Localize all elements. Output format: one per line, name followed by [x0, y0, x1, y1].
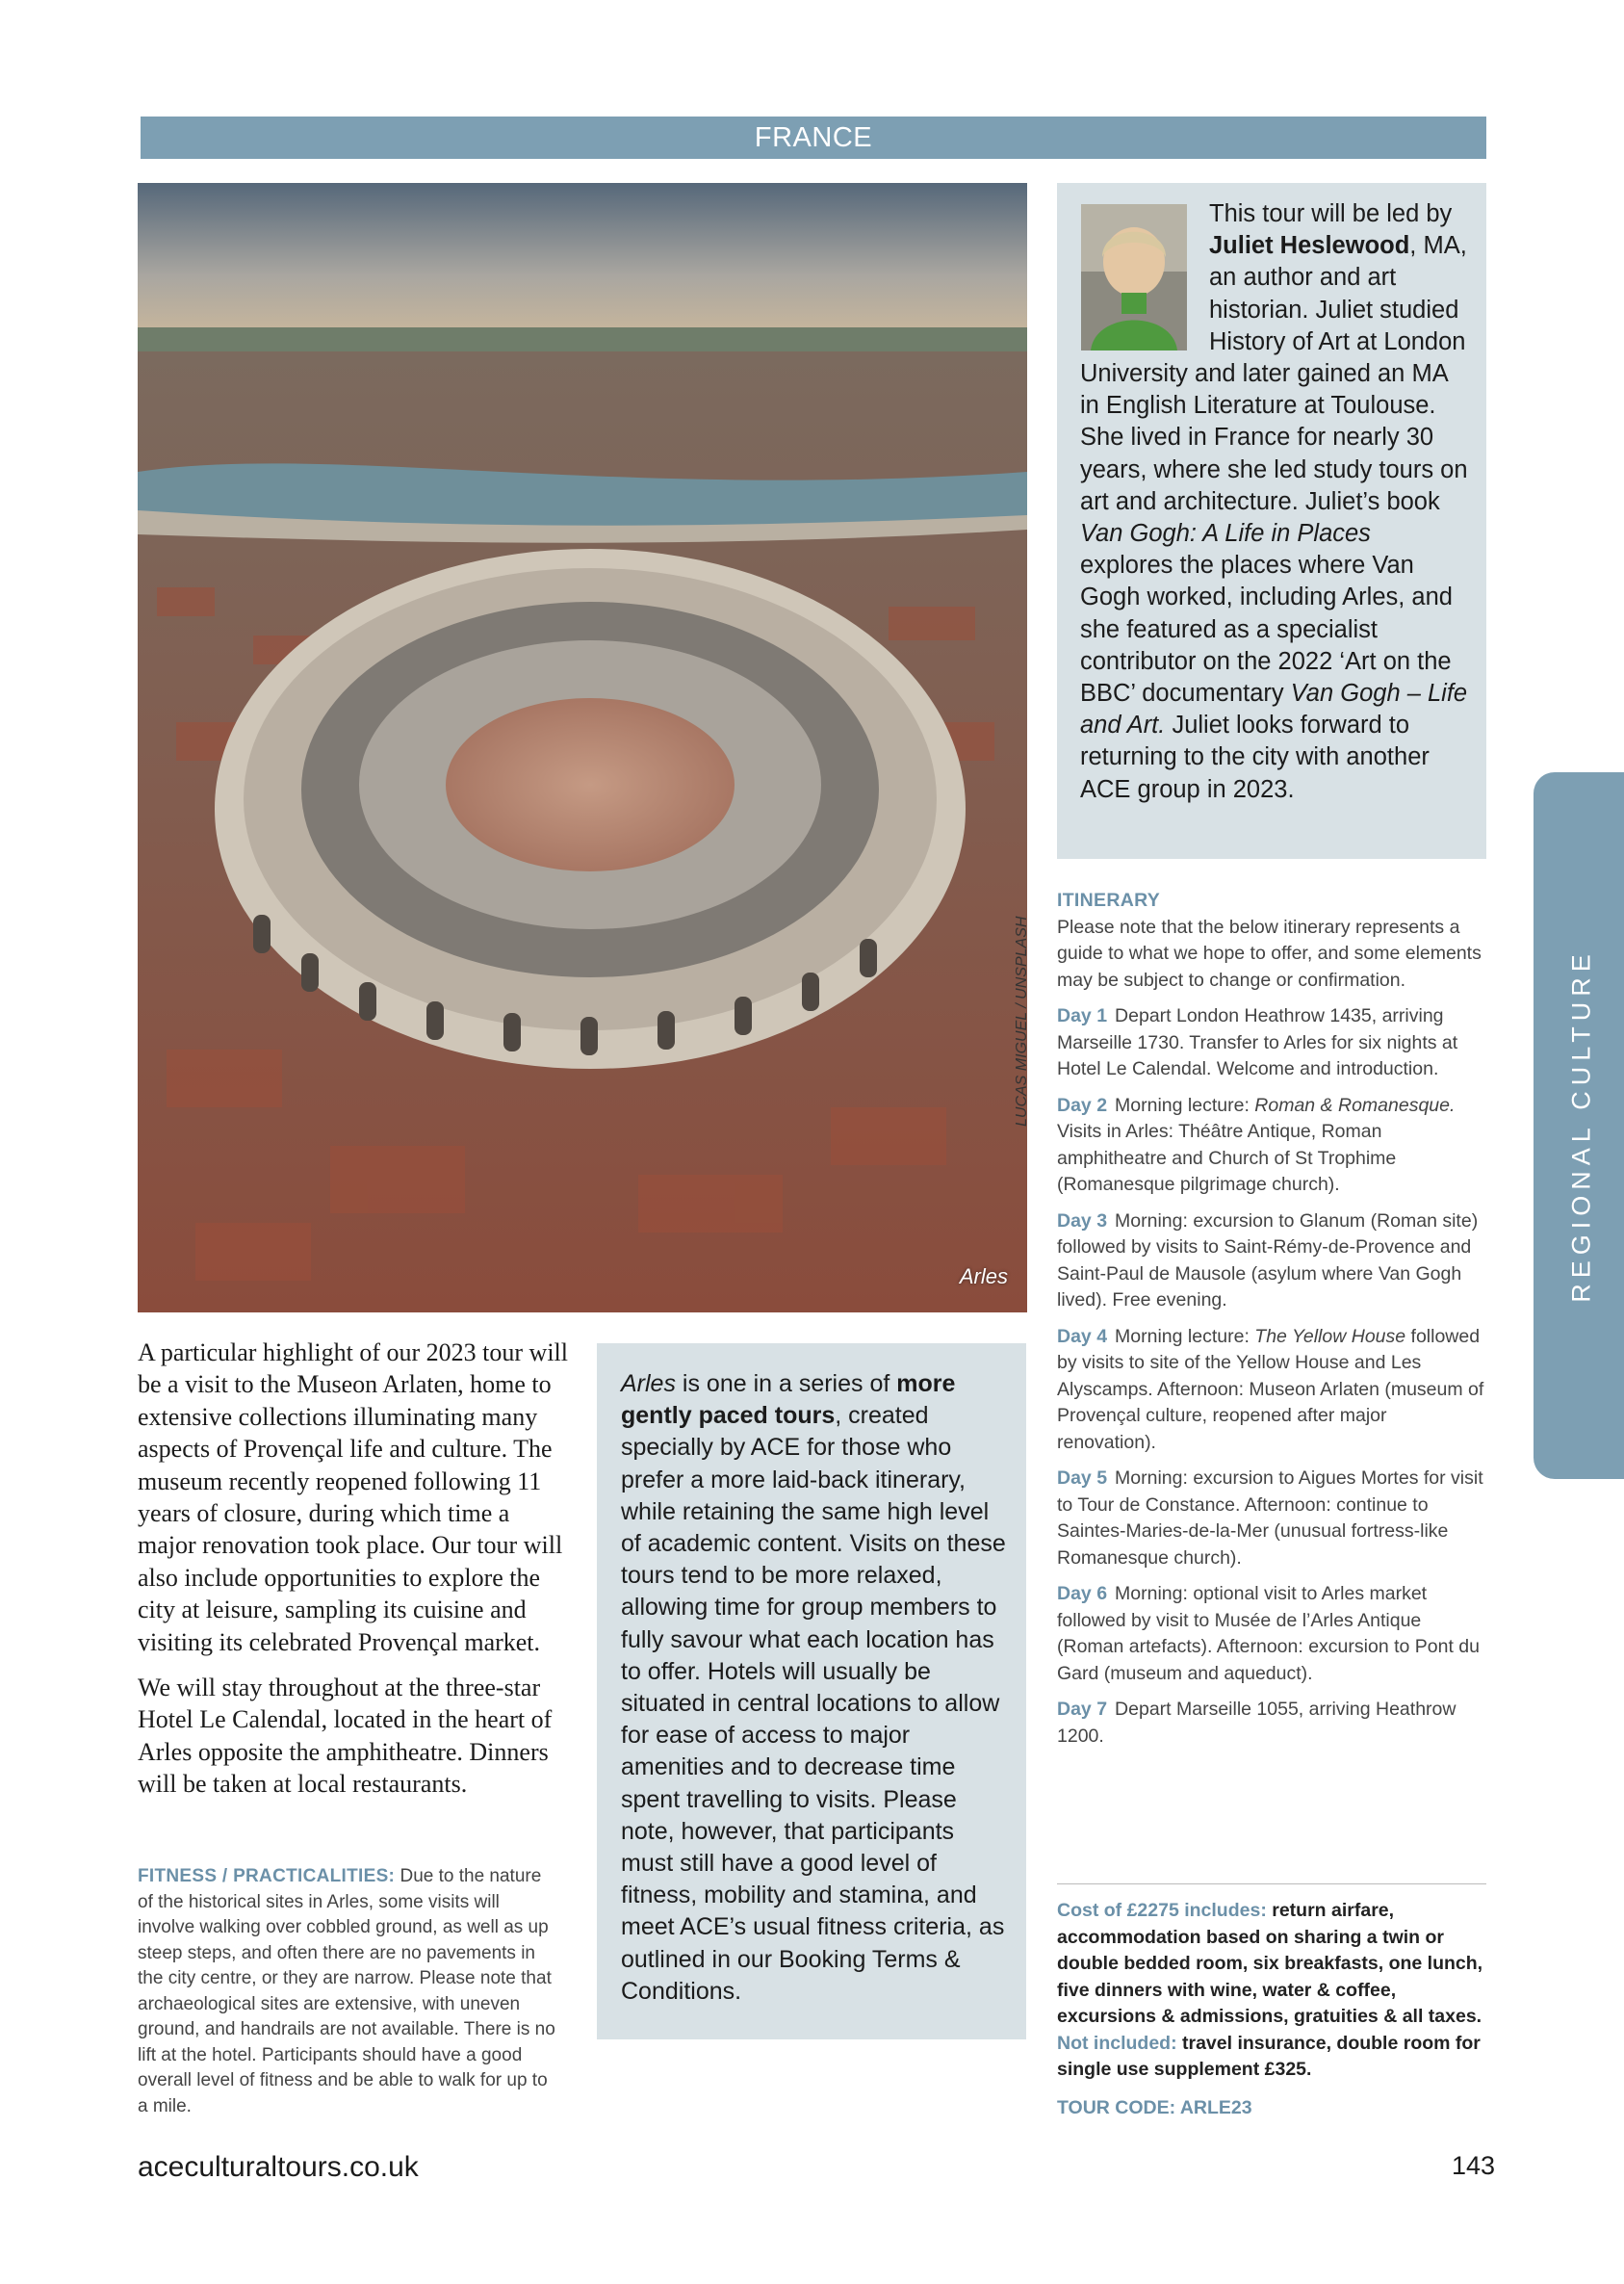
itinerary-day: Day 5 Morning: excursion to Aigues Mortes for visit to Tour de Constance. Afternoon: continue to Saintes-Maries-de-la-Mer (unusual fortress-like Romanesque church).	[1057, 1467, 1483, 1569]
arles-aerial-photo	[138, 183, 1027, 1312]
page-number: 143	[1452, 2151, 1496, 2180]
description-paragraph: A particular highlight of our 2023 tour will be a visit to the Museon Arlaten, home to extensive collections illuminating many aspects of Provençal life and culture. The museum recently reopened following 11 years of closure, during which time a major renovation took place. Our tour will also include opportunities to explore the city at leisure, sampling its cuisine and visiting its celebrated Provençal market.	[138, 1338, 568, 1656]
photo-credit: LUCAS MIGUEL / UNSPLASH	[1014, 916, 1030, 1127]
photo-caption: Arles	[959, 1264, 1008, 1288]
itinerary-day: Day 6 Morning: optional visit to Arles market followed by visit to Musée de l’Arles Antique (Roman artefacts). Afternoon: excursion to Pont du Gard (museum and aqueduct).	[1057, 1583, 1480, 1684]
itinerary-day: Day 3 Morning: excursion to Glanum (Roman site) followed by visits to Saint-Rémy-de-Provence and Saint-Paul de Mausole (asylum where Van Gogh lived). Free evening.	[1057, 1209, 1479, 1311]
itinerary-day-label: Day 7	[1057, 1699, 1108, 1720]
itinerary-day-label: Day 6	[1057, 1583, 1108, 1604]
cost-includes-text: return airfare, accommodation based on sharing a twin or double bedded room, six breakfasts, one lunch, five dinners with wine, water & coffee, excursions & admissions, gratuities & all taxes.	[1057, 1900, 1483, 2027]
itinerary-day-label: Day 3	[1057, 1209, 1108, 1232]
not-included-label: Not included:	[1057, 2032, 1177, 2054]
itinerary-note: Please note that the below itinerary represents a guide to what we hope to offer, and some elements may be subject to change or confirmation.	[1057, 916, 1482, 991]
book-title: Van Gogh: A Life in Places	[1080, 520, 1371, 548]
tour-leader-name: Juliet Heslewood	[1209, 232, 1410, 260]
section-header	[141, 117, 1486, 159]
side-tab-label: REGIONAL CULTURE	[1566, 948, 1596, 1303]
description-paragraph: We will stay throughout at the three-star Hotel Le Calendal, located in the heart of Arles opposite the amphitheatre. Dinners will be taken at local restaurants.	[138, 1674, 553, 1799]
documentary-title: Van Gogh – Life and Art.	[1080, 680, 1468, 740]
itinerary-day-list	[1057, 1003, 1486, 1750]
fitness-practicalities	[138, 1864, 561, 2119]
itinerary-day: Day 2 Morning lecture: Roman & Romanesque. Visits in Arles: Théâtre Antique, Roman amphitheatre and Church of St Trophime (Romanesque pilgrimage church).	[1057, 1094, 1456, 1195]
itinerary-day-label: Day 1	[1057, 1005, 1108, 1026]
fitness-text: Due to the nature of the historical sites in Arles, some visits will involve walking over cobbled ground, as well as up steep steps, and often there are no pavements in the city centre, or they are narrow. Please note that archaeological sites are extensive, with uneven ground, and handrails are not available. There is no lift at the hotel. Participants should have a good overall level of fitness and be able to walk for up to a mile.	[138, 1866, 555, 2116]
arles-photo-illustration	[138, 183, 1027, 1312]
tour-leader-box	[1057, 183, 1486, 859]
itinerary-day: Day 4 Morning lecture: The Yellow House followed by visits to site of the Yellow House and Les Alyscamps. Afternoon: Museon Arlaten (museum of Provençal culture, reopened after major renovation).	[1057, 1325, 1484, 1453]
gently-paced-text: Arles is one in a series of more gently paced tours, created specially by ACE for those who prefer a more laid-back itinerary, while retaining the same high level of academic content. Visits on these tours tend to be more relaxed, allowing time for group members to fully savour what each location has to offer. Hotels will usually be situated in central locations to allow for ease of access to major amenities and to decrease time spent travelling to visits. Please note, however, that participants must still have a good level of fitness, mobility and stamina, and meet ACE’s usual fitness criteria, as outlined in our Booking Terms & Conditions.	[621, 1370, 1006, 2005]
itinerary-heading: ITINERARY	[1057, 890, 1161, 911]
cost-details	[1057, 1883, 1486, 2121]
tour-code: TOUR CODE: ARLE23	[1057, 2096, 1252, 2118]
cost-includes-label: Cost of £2275 includes:	[1057, 1900, 1267, 1921]
itinerary-day: Day 7 Depart Marseille 1055, arriving Heathrow 1200.	[1057, 1699, 1456, 1747]
footer-website: aceculturaltours.co.uk	[138, 2151, 419, 2183]
section-side-tab	[1534, 772, 1624, 1479]
tour-description	[138, 1337, 571, 1814]
tour-leader-bio: This tour will be led by Juliet Heslewood, MA, an author and art historian. Juliet studied History of Art at London University and later gained an MA in English Literature at Toulouse. She lived in France for nearly 30 years, where she led study tours on art and architecture. Juliet’s book Van Gogh: A Life in Places explores the places where Van Gogh worked, including Arles, and she featured as a specialist contributor on the 2022 ‘Art on the BBC’ documentary Van Gogh – Life and Art. Juliet looks forward to returning to the city with another ACE group in 2023.	[1080, 200, 1468, 803]
fitness-label: FITNESS / PRACTICALITIES:	[138, 1866, 396, 1886]
gently-paced-box	[597, 1343, 1026, 2039]
section-title: FRANCE	[754, 122, 873, 153]
itinerary-section	[1057, 888, 1486, 1750]
itinerary-day-label: Day 4	[1057, 1325, 1108, 1347]
itinerary-day-label: Day 5	[1057, 1467, 1108, 1489]
itinerary-day: Day 1 Depart London Heathrow 1435, arriving Marseille 1730. Transfer to Arles for six nights at Hotel Le Calendal. Welcome and introduction.	[1057, 1005, 1458, 1079]
not-included-text: travel insurance, double room for single use supplement £325.	[1057, 2032, 1481, 2080]
itinerary-day-label: Day 2	[1057, 1094, 1108, 1116]
